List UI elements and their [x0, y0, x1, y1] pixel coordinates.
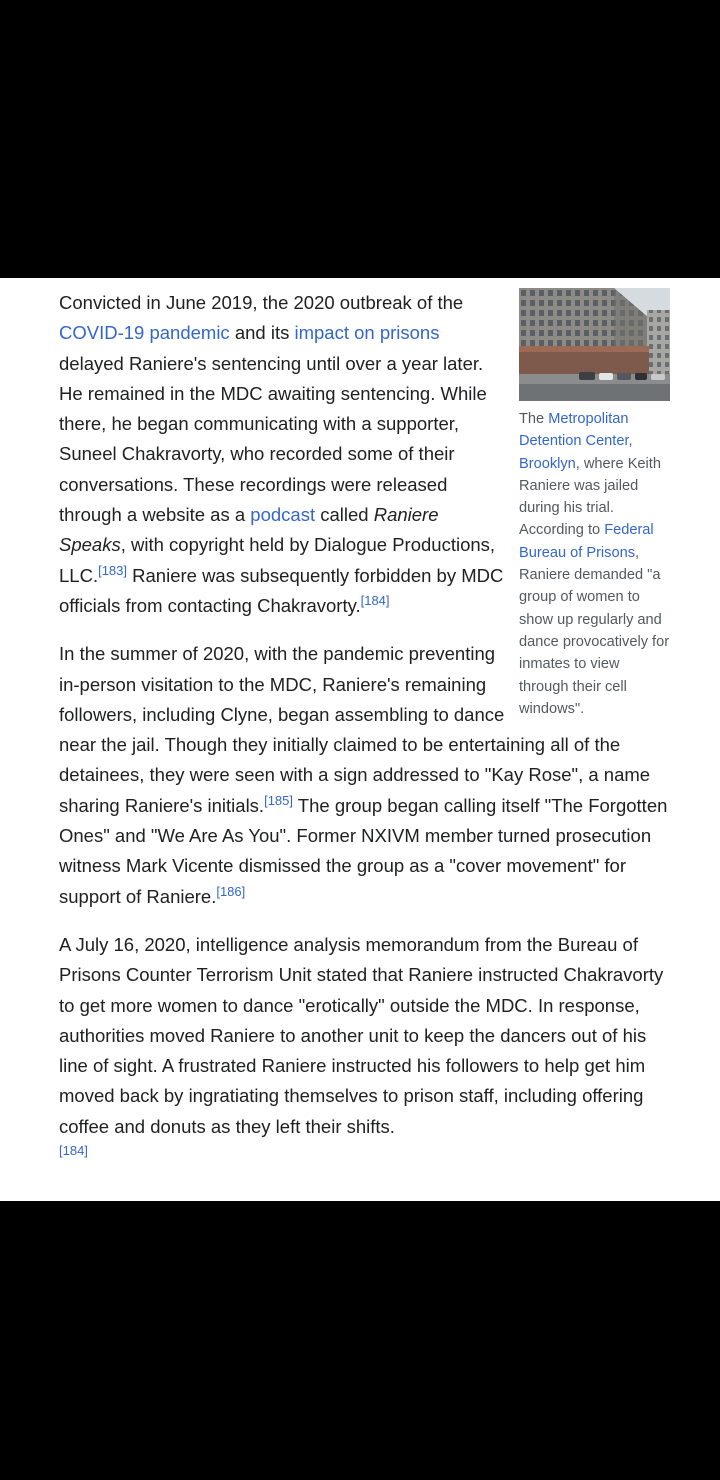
mdc-building-image[interactable] — [519, 288, 670, 401]
text: A July 16, 2020, intelligence analysis memorandum from the Bureau of Prisons Counter Terrorism Unit stated that Raniere instructed Chakravorty to get more women to dance "erotically" outside the MDC. In response, authorities moved Raniere to another unit to keep the dancers out of his line of sight. A frustrated Raniere instructed his followers to help get him moved back by ingratiating themselves to prison staff, including offering coffee and donuts as they left their shifts. — [59, 933, 664, 1137]
caption-text: , where Keith Raniere was jailed during his trial. According to — [519, 455, 661, 539]
text: delayed Raniere's sentencing until over a year later. He remained in the MDC awaiting sentencing. While there, he began communicating with a supporter, Suneel Chakravorty, who recorded some of their conversations. These recordings were released through a website as a — [59, 352, 487, 526]
citation-185[interactable]: [185] — [264, 792, 293, 808]
link-impact-on-prisons[interactable]: impact on prisons — [294, 322, 440, 344]
text: and its — [229, 322, 295, 344]
citation-186[interactable]: [186] — [216, 883, 246, 899]
text: called — [315, 504, 374, 526]
article-content — [0, 278, 720, 1201]
link-podcast[interactable]: podcast — [250, 504, 316, 526]
text: Raniere was subsequently forbidden by MDC officials from contacting Chakravorty. — [59, 564, 504, 616]
text: The group began calling itself "The Forgotten Ones" and "We Are As You". Former NXIVM member turned prosecution witness Mark Vicente dismissed the group as a "cover movement" for support of Raniere. — [59, 794, 668, 907]
text: , with copyright held by Dialogue Productions, LLC. — [59, 534, 496, 586]
thumbnail-figure — [519, 288, 671, 720]
figure-caption — [519, 408, 671, 720]
text: In the summer of 2020, with the pandemic preventing in-person visitation to the MDC, Raniere's remaining followers, including Clyne, began assembling to dance near the jail. Though they initially claimed to be entertaining all of the detainees, they were seen with a sign addressed to "Kay Rose", a name sharing Raniere's initials. — [59, 643, 651, 816]
paragraph-3 — [59, 930, 679, 1160]
text: Convicted in June 2019, the 2020 outbreak of the — [59, 292, 464, 313]
caption-text: , Raniere demanded "a group of women to show up regularly and dance provocatively for inmates to view through their cell windows". — [519, 544, 670, 717]
article-body — [59, 288, 679, 1178]
caption-text: The — [519, 411, 549, 427]
citation-184-second[interactable]: [184] — [59, 1143, 88, 1159]
citation-184[interactable]: [184] — [360, 592, 390, 608]
citation-183[interactable]: [183] — [98, 562, 127, 578]
title-raniere-speaks: Raniere Speaks — [59, 504, 439, 556]
link-metropolitan-detention-center[interactable]: Metropolitan Detention Center, Brooklyn — [519, 411, 633, 472]
link-federal-bureau-of-prisons[interactable]: Federal Bureau of Prisons — [519, 522, 654, 561]
link-covid-19-pandemic[interactable]: COVID-19 pandemic — [59, 322, 230, 344]
